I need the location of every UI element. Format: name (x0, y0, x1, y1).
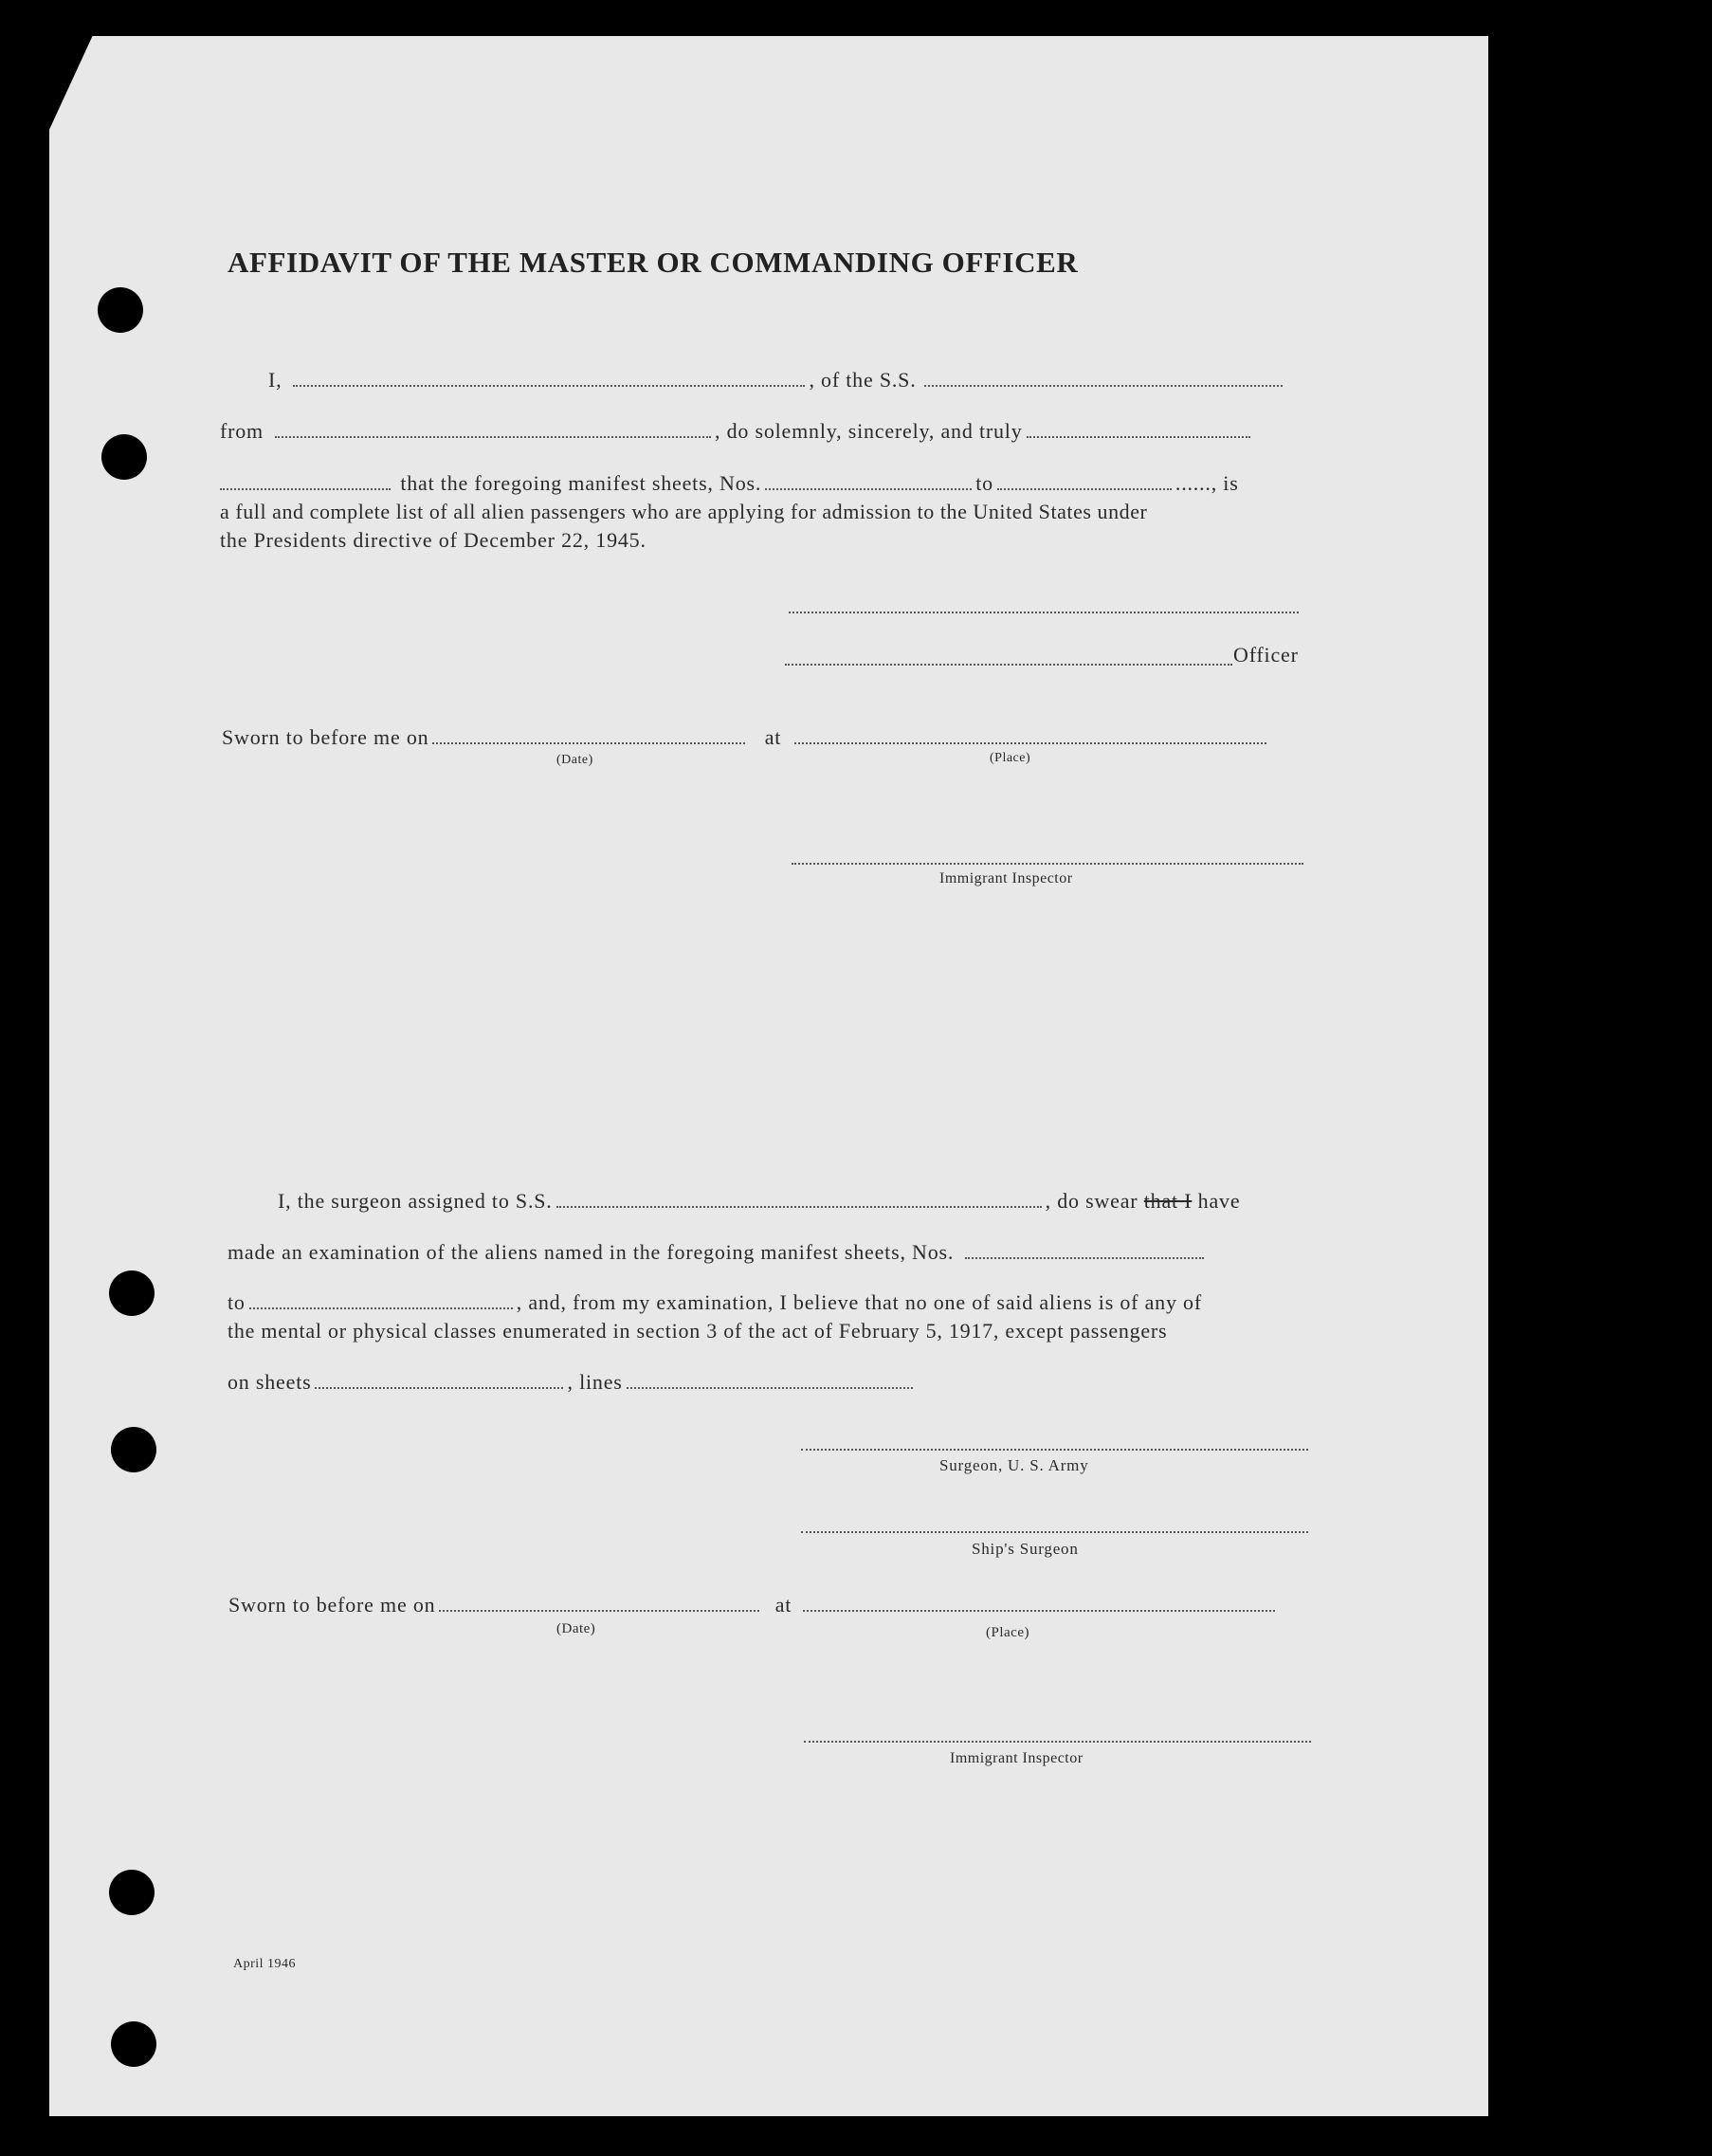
punch-hole (109, 1870, 155, 1915)
ships-surgeon-label: Ship's Surgeon (972, 1540, 1079, 1558)
ships-surgeon-signature-line[interactable] (801, 1531, 1308, 1533)
sworn-date-field[interactable] (432, 725, 745, 744)
master-line-1: I, , of the S.S. (268, 368, 1286, 393)
surgeon-inspector-label: Immigrant Inspector (950, 1750, 1084, 1766)
form-title: AFFIDAVIT OF THE MASTER OR COMMANDING OFFICER (228, 246, 1079, 279)
master-line-5: the Presidents directive of December 22, 1945. (220, 528, 647, 552)
surgeon-sheet-to-field[interactable] (249, 1290, 513, 1309)
lines-field[interactable] (627, 1370, 913, 1389)
inspector-label: Immigrant Inspector (939, 870, 1073, 886)
date-caption: (Date) (556, 753, 593, 767)
surgeon-line-2: made an examination of the aliens named in the foregoing manifest sheets, Nos. (228, 1240, 1208, 1265)
surgeon-inspector-signature-line[interactable] (804, 1741, 1311, 1743)
sheets-field[interactable] (315, 1370, 563, 1389)
form-page (49, 36, 1488, 2116)
port-field[interactable] (275, 419, 711, 438)
punch-hole (98, 287, 143, 333)
punch-hole (101, 434, 147, 480)
officer-signature-line[interactable] (785, 664, 1232, 666)
oath-field[interactable] (1027, 419, 1250, 438)
master-line-4: a full and complete list of all alien passengers who are applying for admission to the United States under (220, 500, 1148, 523)
place-caption: (Place) (990, 751, 1031, 765)
form-date: April 1946 (233, 1957, 297, 1971)
surgeon-place-caption: (Place) (986, 1625, 1029, 1640)
surgeon-sworn-place-field[interactable] (803, 1593, 1275, 1612)
sheet-to-field[interactable] (997, 471, 1172, 490)
army-surgeon-signature-line[interactable] (801, 1449, 1308, 1451)
oath-field-cont[interactable] (220, 471, 391, 490)
surgeon-ship-field[interactable] (556, 1189, 1042, 1208)
surgeon-line-3: to , and, from my examination, I believe that no one of said aliens is of any of (228, 1290, 1202, 1314)
surgeon-line-1: I, the surgeon assigned to S.S. , do swear that I have (278, 1189, 1241, 1213)
army-surgeon-label: Surgeon, U. S. Army (939, 1456, 1089, 1474)
signature-line[interactable] (789, 612, 1299, 613)
sheet-from-field[interactable] (765, 471, 972, 490)
inspector-signature-line[interactable] (792, 863, 1303, 865)
ship-name-field[interactable] (924, 368, 1283, 387)
surgeon-line-5: on sheets , lines (228, 1370, 917, 1395)
punch-hole (109, 1270, 155, 1316)
punch-hole (111, 2021, 156, 2067)
master-line-3: that the foregoing manifest sheets, Nos. to ......, is (220, 471, 1239, 496)
master-sworn: Sworn to before me on at (222, 725, 1270, 750)
name-field[interactable] (293, 368, 805, 387)
master-line-2: from , do solemnly, sincerely, and truly (220, 419, 1254, 444)
punch-hole (111, 1427, 156, 1472)
surgeon-date-caption: (Date) (556, 1621, 596, 1636)
surgeon-sworn: Sworn to before me on at (228, 1593, 1279, 1617)
officer-label: Officer (1233, 643, 1299, 667)
surgeon-sheet-from-field[interactable] (965, 1240, 1204, 1259)
surgeon-sworn-date-field[interactable] (439, 1593, 759, 1612)
surgeon-line-4: the mental or physical classes enumerated in section 3 of the act of February 5, 1917, except passengers (228, 1319, 1168, 1343)
sworn-place-field[interactable] (794, 725, 1266, 744)
